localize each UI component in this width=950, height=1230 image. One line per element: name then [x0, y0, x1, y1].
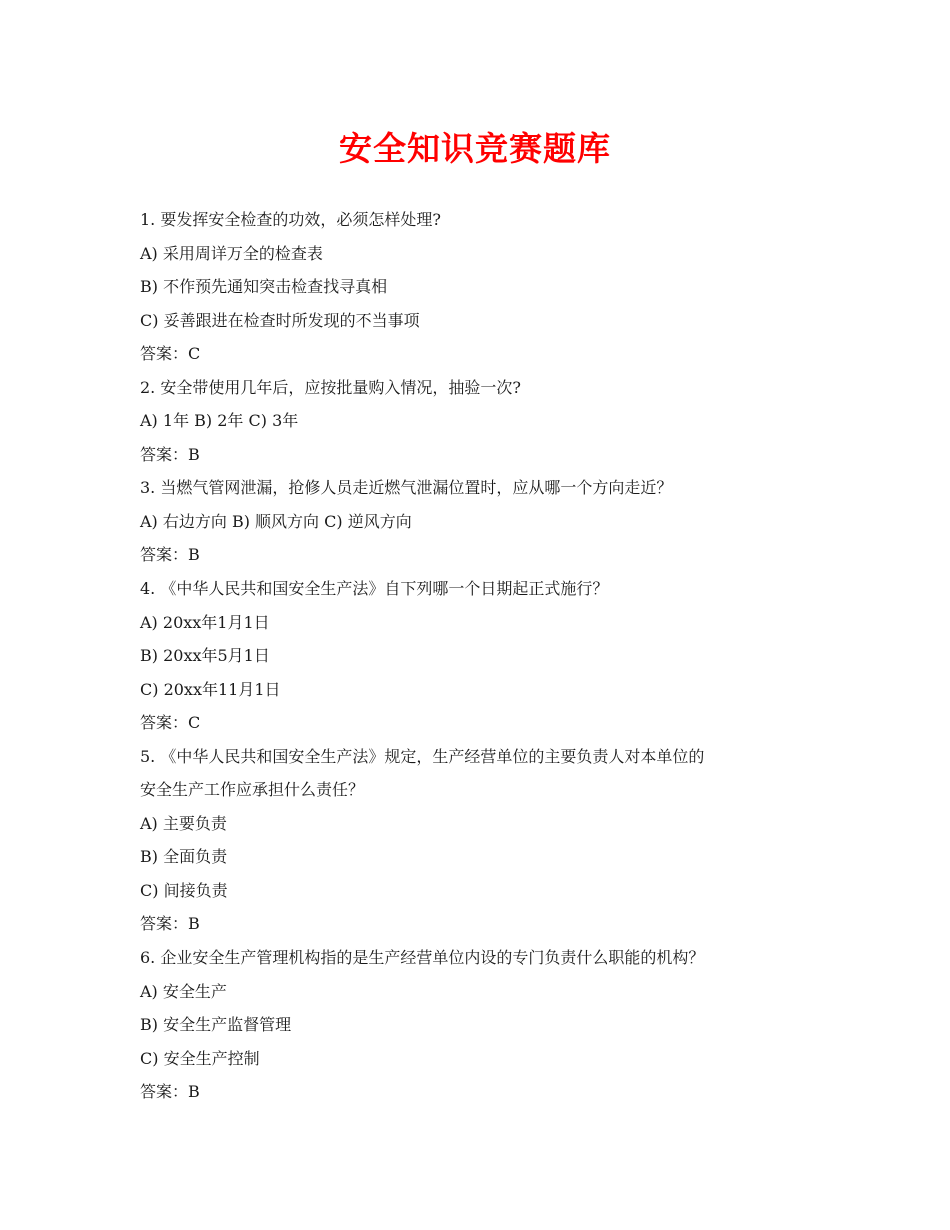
question-1-answer: 答案：C [140, 344, 201, 364]
question-2-answer: 答案：B [140, 444, 200, 464]
question-4-option-b: B) 20xx年5月1日 [140, 646, 270, 666]
question-4-option-a: A) 20xx年1月1日 [140, 612, 270, 632]
question-4-option-c: C) 20xx年11月1日 [140, 679, 281, 699]
question-1-option-a: A) 采用周详万全的检查表 [140, 243, 323, 263]
question-6-option-a: A) 安全生产 [140, 981, 227, 1001]
question-5-answer: 答案：B [140, 914, 200, 934]
question-4-answer: 答案：C [140, 713, 201, 733]
question-5-option-a: A) 主要负责 [140, 813, 227, 833]
question-5-option-c: C) 间接负责 [140, 880, 228, 900]
question-6-answer: 答案：B [140, 1082, 200, 1102]
question-2-options: A) 1年 B) 2年 C) 3年 [140, 411, 299, 431]
question-6-option-b: B) 安全生产监督管理 [140, 1015, 292, 1035]
question-3-options: A) 右边方向 B) 顺风方向 C) 逆风方向 [140, 511, 412, 531]
question-list [140, 203, 830, 1109]
question-1-text: 1. 要发挥安全检查的功效，必须怎样处理? [140, 210, 441, 229]
question-4-text: 4. 《中华人民共和国安全生产法》自下列哪一个日期起正式施行？ [140, 579, 609, 599]
question-1-option-c: C) 妥善跟进在检查时所发现的不当事项 [140, 310, 420, 330]
question-5-text-continued: 安全生产工作应承担什么责任？ [140, 780, 365, 800]
question-1-option-b: B) 不作预先通知突击检查找寻真相 [140, 277, 388, 297]
question-6-option-c: C) 安全生产控制 [140, 1048, 260, 1068]
question-5-option-b: B) 全面负责 [140, 847, 228, 867]
question-3-text: 3. 当燃气管网泄漏，抢修人员走近燃气泄漏位置时，应从哪一个方向走近？ [140, 478, 673, 498]
question-2-text: 2. 安全带使用几年后，应按批量购入情况，抽验一次? [140, 377, 521, 397]
question-3-answer: 答案：B [140, 545, 200, 565]
document-title: 安全知识竞赛题库 [339, 129, 611, 168]
question-6-text: 6. 企业安全生产管理机构指的是生产经营单位内设的专门负责什么职能的机构？ [140, 948, 705, 968]
question-5-text: 5. 《中华人民共和国安全生产法》规定，生产经营单位的主要负责人对本单位的 [140, 746, 705, 766]
